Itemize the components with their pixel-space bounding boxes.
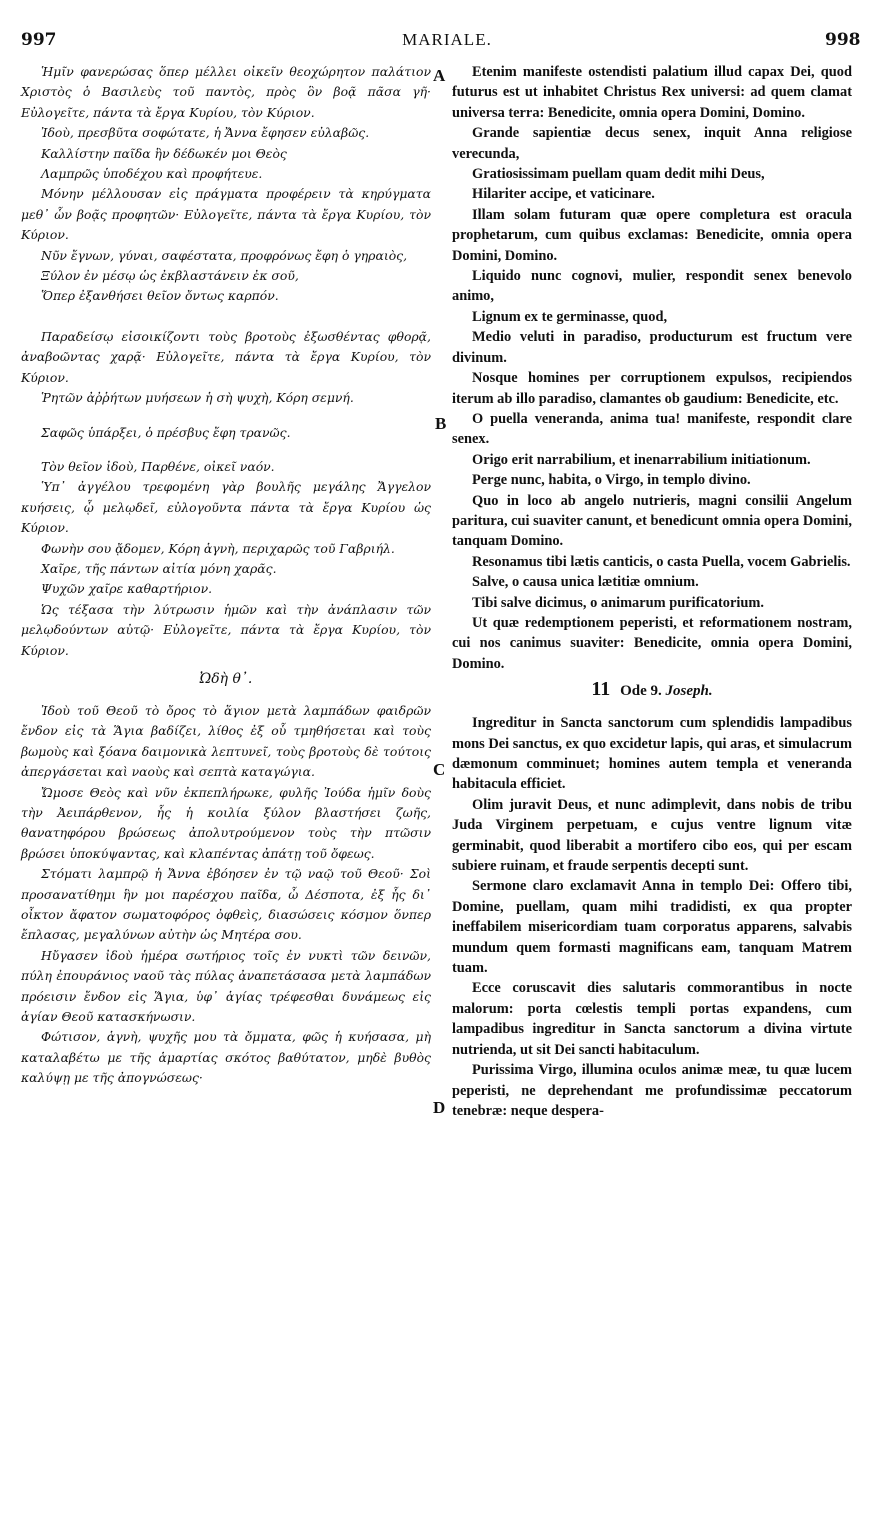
page-number-left: 997 bbox=[21, 30, 57, 50]
greek-paragraph: Ἡμῖν φανερώσας ὅπερ μέλλει οἰκεῖν θεοχώρητον παλάτιον Χριστὸς ὁ Βασιλεὺς τοῦ παντὸς, πρὸς ὃν βοᾷ πᾶσα γῆ· Εὐλογεῖτε, πάντα τὰ ἔργα Κυρίου, τὸν Κύριον. bbox=[21, 64, 431, 120]
latin-paragraph: Ut quæ redemptionem peperisti, et reformationem nostram, cui nos canimus suaviter: Benedicite, omnia opera Domini, Domino. bbox=[452, 614, 852, 672]
greek-paragraph: Καλλίστην παῖδα ἣν δέδωκέν μοι Θεὸς bbox=[41, 145, 287, 161]
greek-paragraph: Στόματι λαμπρῷ ἡ Ἄννα ἐβόησεν ἐν τῷ ναῷ τοῦ Θεοῦ· Σοὶ προσανατίθημι ἣν μοι παρέσχου παῖδα, ὦ Δέσποτα, ἐξ ἧς δι᾽ οἶκτον ἄφατον σωματοφόρος ὀφθεὶς, διασώσεις κόσμον ὅνπερ ἔπλασας, μεγαλύνων αὐτὴν ὡς Μητέρα σου. bbox=[21, 866, 431, 943]
greek-paragraph: Σαφῶς ὑπάρξει, ὁ πρέσβυς ἔφη τρανῶς. bbox=[41, 424, 291, 440]
latin-paragraph: Perge nunc, habita, o Virgo, in templo divino. bbox=[472, 472, 751, 489]
latin-paragraph: Quo in loco ab angelo nutrieris, magni consilii Angelum paritura, cui suaviter canunt, et benedicunt omnia opera Domini, tanquam Domino. bbox=[452, 492, 852, 550]
greek-paragraph: Φωνὴν σου ᾄδομεν, Κόρη ἁγνὴ, περιχαρῶς τοῦ Γαβριήλ. bbox=[41, 540, 395, 556]
greek-ode-title: Ὠδὴ θ᾽. bbox=[199, 670, 253, 687]
greek-paragraph: Παραδείσῳ εἰσοικίζοντι τοὺς βροτοὺς ἐξωσθέντας φθορᾷ, ἀναβοῶντας χαρᾷ· Εὐλογεῖτε, πάντα τὰ ἔργα Κυρίου, τὸν Κύριον. bbox=[21, 328, 431, 385]
latin-paragraph: Origo erit narrabilium, et inenarrabilium initiationum. bbox=[472, 451, 811, 468]
greek-paragraph: Τὸν θεῖον ἰδοὺ, Παρθένε, οἰκεῖ ναόν. bbox=[41, 458, 275, 474]
greek-paragraph: Λαμπρῶς ὑποδέχου καὶ προφήτευε. bbox=[41, 166, 263, 182]
latin-paragraph: Etenim manifeste ostendisti palatium illud capax Dei, quod futurus est ut inhabitet Christus Rex universi: ad quem clamat universa terra: Benedicite, omnia opera Domini, Domino. bbox=[452, 64, 852, 121]
latin-paragraph: Lignum ex te germinasse, quod, bbox=[472, 308, 668, 325]
latin-paragraph: Resonamus tibi lætis canticis, o casta Puella, vocem Gabrielis. bbox=[472, 553, 851, 570]
page-number-right: 998 bbox=[825, 30, 861, 50]
margin-marker-a: A bbox=[433, 66, 446, 85]
latin-paragraph: Ecce coruscavit dies salutaris commorantibus in nocte malorum: porta cœlestis templi portas expandens, cum lampadibus ingreditur in Sancta sanctorum a divina virtute nutrienda, ut sit Dei sancti habitaculum. bbox=[452, 980, 852, 1058]
latin-paragraph: Gratiosissimam puellam quam dedit mihi Deus, bbox=[472, 166, 765, 183]
latin-paragraph: Salve, o causa unica lætitiæ omnium. bbox=[472, 574, 699, 591]
latin-paragraph: Medio veluti in paradiso, producturum est fructum vere divinum. bbox=[452, 329, 852, 366]
greek-paragraph: Ῥητῶν ἀῤῥήτων μυήσεων ἡ σὴ ψυχὴ, Κόρη σεμνή. bbox=[41, 390, 354, 406]
latin-paragraph: Hilariter accipe, et vaticinare. bbox=[472, 186, 655, 203]
latin-paragraph: Sermone claro exclamavit Anna in templo Dei: Offero tibi, Domine, puellam, quam mihi tradidisti, ex qua propter ineffabilem misericordiam tuam corporatus apparens, salvabis mundum quem formasti magnificans eam, tanquam Matrem tuam. bbox=[452, 878, 852, 977]
greek-paragraph: Χαῖρε, τῆς πάντων αἰτία μόνη χαρᾶς. bbox=[41, 560, 277, 576]
greek-column bbox=[21, 62, 431, 1089]
greek-paragraph: Ὡς τέξασα τὴν λύτρωσιν ἡμῶν καὶ τὴν ἀνάπλασιν τῶν μελῳδούντων αὐτῷ· Εὐλογεῖτε, πάντα τὰ ἔργα Κυρίου, τὸν Κύριον. bbox=[21, 601, 431, 658]
ode-title: Ode 9. bbox=[620, 683, 662, 700]
margin-marker-b: B bbox=[435, 414, 447, 433]
latin-paragraph: Olim juravit Deus, et nunc adimplevit, dans nobis de tribu Juda Virginem perpetuam, e cujus ventre lignum vitæ germinabit, quod liberabit a mortifero cibo eos, qui per escam subiere ruinam, et fraude serpentis decepti sunt. bbox=[452, 796, 852, 875]
latin-paragraph: Illam solam futuram quæ opere completura est oracula prophetarum, cum quibus exclamas: Benedicite, omnia opera Domini, Domino. bbox=[452, 206, 852, 264]
margin-marker-c: C bbox=[433, 760, 446, 779]
ode-author: Joseph. bbox=[665, 683, 713, 700]
running-title: MARIALE. bbox=[402, 30, 492, 49]
greek-paragraph: Ὅπερ ἐξανθήσει θεῖον ὄντως καρπόν. bbox=[41, 288, 279, 304]
latin-paragraph: O puella veneranda, anima tua! manifeste, respondit clare senex. bbox=[452, 410, 852, 448]
latin-paragraph: Ingreditur in Sancta sanctorum cum splendidis lampadibus mons Dei sanctus, ex quo excidetur lapis, qui aras, et simulacrum dæmonum comminuet; homines autem templa et veneranda habitacula efficiet. bbox=[452, 715, 852, 793]
greek-paragraph: Ἰδοὺ, πρεσβῦτα σοφώτατε, ἡ Ἄννα ἔφησεν εὐλαβῶς. bbox=[41, 125, 370, 141]
ode-number: 11 bbox=[591, 678, 611, 701]
greek-paragraph: Νῦν ἔγνων, γύναι, σαφέστατα, προφρόνως ἔφη ὁ γηραιὸς, bbox=[41, 247, 408, 263]
greek-paragraph: Ἰδοὺ τοῦ Θεοῦ τὸ ὄρος τὸ ἅγιον μετὰ λαμπάδων φαιδρῶν ἔνδον εἰς τὰ Ἅγια βαδίζει, λίθος ἐξ οὗ τμηθήσεται καὶ τοὺς βωμοὺς καὶ ξόανα δαιμονικὰ λεπτυνεῖ, τοὺς βροτοὺς δὲ τούτοις ἀπεργάσεται καὶ ναοὺς καὶ σεπτὰ καταγώγια. bbox=[21, 702, 431, 780]
latin-paragraph: Nosque homines per corruptionem expulsos, recipiendos iterum ab illo paradiso, clamantes ob gaudium: Benedicite, etc. bbox=[452, 370, 852, 407]
greek-paragraph: Ψυχῶν χαῖρε καθαρτήριον. bbox=[41, 581, 213, 597]
margin-marker-d: D bbox=[433, 1098, 446, 1117]
greek-paragraph: Μόνην μέλλουσαν εἰς πράγματα προφέρειν τὰ κηρύγματα μεθ᾽ ὧν βοᾷς προφητῶν· Εὐλογεῖτε, πάντα τὰ ἔργα Κυρίου, τὸν Κύριον. bbox=[21, 186, 431, 243]
latin-ode-heading bbox=[452, 678, 852, 701]
greek-paragraph: Ξύλον ἐν μέσῳ ὡς ἐκβλαστάνειν ἐκ σοῦ, bbox=[41, 268, 299, 284]
greek-paragraph: Ὤμοσε Θεὸς καὶ νῦν ἐκπεπλήρωκε, φυλῆς Ἰούδα ἡμῖν δοὺς τὴν Ἀειπάρθενον, ἧς ἡ κοιλία ξύλον βλαστήσει ζωῆς, θανατηφόρου βρώσεως ἀπολυτρούμενον τοὺς τὴν πτῶσιν βρώσει ὑποκύψαντας, καὶ κλαπέντας ἀπάτῃ τοῦ ὄφεως. bbox=[21, 784, 431, 861]
page-header bbox=[0, 30, 894, 58]
greek-paragraph: Φώτισον, ἁγνὴ, ψυχῆς μου τὰ ὄμματα, φῶς ἡ κυήσασα, μὴ καταλαβέτω με τῆς ἁμαρτίας σκότος βαθύτατον, μηδὲ βυθὸς καλύψῃ με τῆς ἀπογνώσεως· bbox=[21, 1029, 431, 1086]
latin-paragraph: Tibi salve dicimus, o animarum purificatorium. bbox=[472, 594, 764, 611]
latin-column bbox=[452, 62, 852, 1121]
latin-paragraph: Grande sapientiæ decus senex, inquit Anna religiose verecunda, bbox=[452, 125, 852, 162]
greek-paragraph: Ηὔγασεν ἰδοὺ ἡμέρα σωτήριος τοῖς ἐν νυκτὶ τῶν δεινῶν, πύλη ἐπουράνιος ναοῦ τὰς πύλας ἀναπετάσασα μετὰ λαμπάδων πρόεισιν ἔνδον εἰς Ἅγια, ὑφ᾽ ἁγίας τρέφεσθαι δυνάμεως εἰς ἁγίαν Θεοῦ κατασκήνωσιν. bbox=[21, 947, 431, 1025]
latin-paragraph: Purissima Virgo, illumina oculos animæ meæ, tu quæ lucem peperisti, ne deprehendant me profundissimæ peccatorum tenebræ: neque despera- bbox=[452, 1062, 852, 1119]
latin-paragraph: Liquido nunc cognovi, mulier, respondit senex benevolo animo, bbox=[452, 268, 852, 305]
greek-paragraph: Ὑπ᾽ ἀγγέλου τρεφομένη γὰρ βουλῆς μεγάλης Ἄγγελον κυήσεις, ᾧ μελῳδεῖ, εὐλογοῦντα πάντα τὰ ἔργα Κυρίου ὡς Κύριον. bbox=[21, 479, 431, 536]
